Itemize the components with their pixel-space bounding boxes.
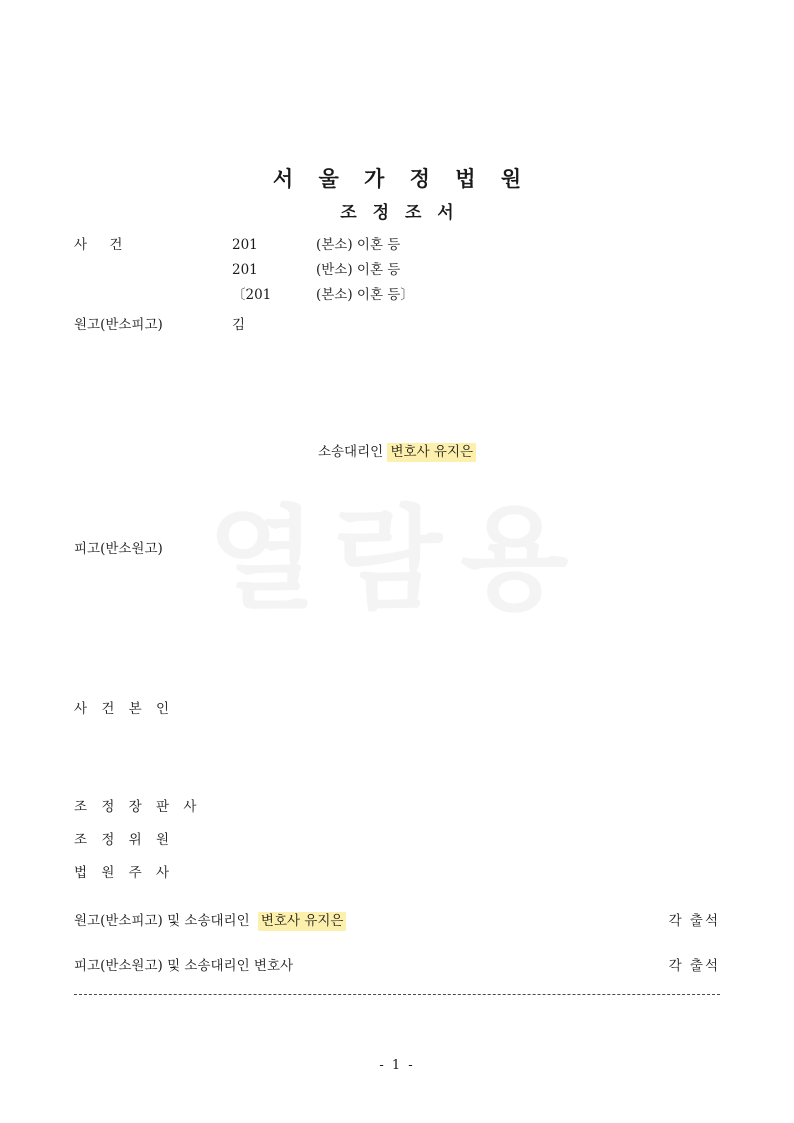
case-descriptor-1: (본소) 이혼 등 — [316, 237, 401, 253]
attendance-row-defendant — [74, 954, 293, 978]
case-number-2: 201 — [232, 262, 258, 278]
attendance-row-plaintiff — [74, 909, 346, 933]
attendance-name-highlight-plaintiff: 변호사 유지은 — [258, 912, 347, 931]
party-label-defendant: 피고(반소원고) — [74, 541, 163, 557]
case-number-3: 〔201 — [232, 287, 272, 303]
attendance-prefix-plaintiff: 원고(반소피고) 및 소송대리인 — [74, 913, 250, 929]
official-label-court-clerk: 법 원 주 사 — [74, 865, 175, 881]
case-number-1: 201 — [232, 237, 258, 253]
page-number: - 1 - — [379, 1058, 415, 1073]
party-value-plaintiff: 김 — [232, 317, 246, 333]
case-descriptor-3: (본소) 이혼 등〕 — [316, 287, 414, 303]
case-descriptor-2: (반소) 이혼 등 — [316, 262, 401, 278]
attendance-status-plaintiff: 각 출석 — [668, 913, 720, 929]
attendance-prefix-defendant: 피고(반소원고) 및 소송대리인 변호사 — [74, 958, 294, 974]
party-label-plaintiff: 원고(반소피고) — [74, 317, 163, 333]
official-label-mediation-member: 조 정 위 원 — [74, 832, 175, 848]
document-type-title: 조 정 조 서 — [340, 203, 459, 223]
official-label-presiding-judge: 조 정 장 판 사 — [74, 799, 202, 815]
attendance-status-defendant: 각 출석 — [668, 958, 720, 974]
case-label: 사 건 — [74, 237, 132, 253]
representative-prefix: 소송대리인 — [317, 444, 384, 460]
court-title: 서 울 가 정 법 원 — [272, 166, 531, 191]
section-divider — [74, 994, 720, 995]
representative-line — [0, 440, 794, 460]
representative-name-highlight: 변호사 유지은 — [387, 443, 476, 462]
watermark-text: 열람용 — [207, 495, 587, 625]
party-label-case-subject: 사 건 본 인 — [74, 701, 175, 717]
